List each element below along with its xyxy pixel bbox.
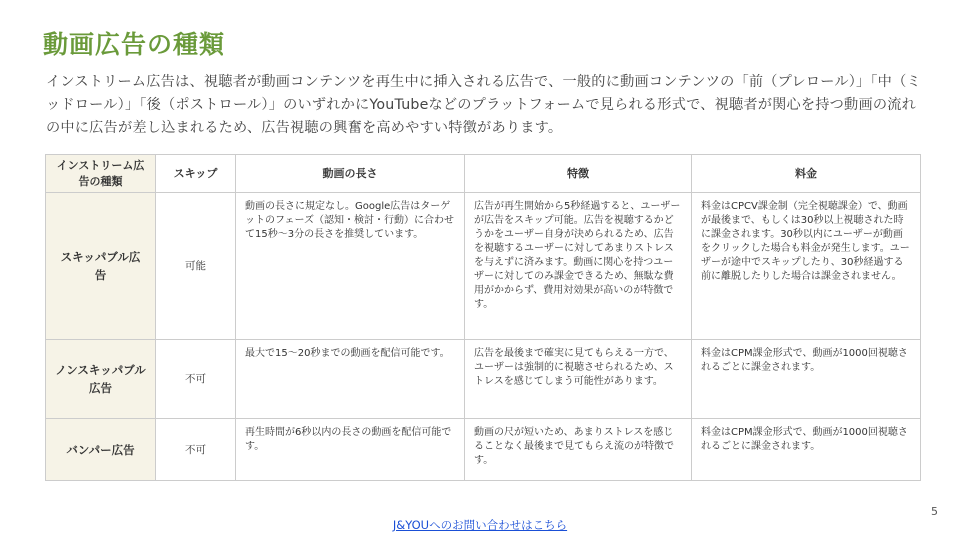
table-row [46,340,921,419]
header-length: 動画の長さ [236,155,465,193]
header-ad-type: インストリーム広告の種類 [46,155,156,193]
row-ad-type: スキッパブル広告 [46,193,156,340]
table-header-row [46,155,921,193]
row-length: 再生時間が6秒以内の長さの動画を配信可能です。 [236,419,465,481]
row-price: 料金はCPCV課金制（完全視聴課金）で、動画が最後まで、もしくは30秒以上視聴された時に課金されます。30秒以内にユーザーが動画をクリックした場合も料金が発生します。ユーザーが途中でスキップしたり、30秒経過する前に離脱したりした場合は課金されません。 [692,193,921,340]
header-price: 料金 [692,155,921,193]
ad-types-table [45,154,921,481]
table-row [46,419,921,481]
page-number: 5 [931,505,938,518]
row-skip: 不可 [156,340,236,419]
intro-paragraph: インストリーム広告は、視聴者が動画コンテンツを再生中に挿入される広告で、一般的に動画コンテンツの「前（プレロール）」「中（ミッドロール）」「後（ポストロール）」のいずれかにYouTubeなどのプラットフォームで見られる形式で、視聴者が関心を持つ動画の流れの中に広告が差し込まれるため、広告視聴の興奮を高めやすい特徴があります。 [46,74,921,136]
row-skip: 可能 [156,193,236,340]
row-price: 料金はCPM課金形式で、動画が1000回視聴されるごとに課金されます。 [692,340,921,419]
page-title: 動画広告の種類 [43,30,226,59]
header-feature: 特徴 [465,155,692,193]
contact-link[interactable]: J&YOUへのお問い合わせはこちら [392,518,568,532]
header-skip: スキップ [156,155,236,193]
row-feature: 広告が再生開始から5秒経過すると、ユーザーが広告をスキップ可能。広告を視聴するかどうかをユーザー自身が決められるため、広告を視聴するユーザーに対してあまりストレスを与えずに済みます。動画に関心を持つユーザーに対してのみ課金できるため、無駄な費用がかからず、費用対効果が高いのが特徴です。 [465,193,692,340]
row-price: 料金はCPM課金形式で、動画が1000回視聴されるごとに課金されます。 [692,419,921,481]
row-length: 最大で15〜20秒までの動画を配信可能です。 [236,340,465,419]
row-length: 動画の長さに規定なし。Google広告はターゲットのフェーズ（認知・検討・行動）に合わせて15秒〜3分の長さを推奨しています。 [236,193,465,340]
row-skip: 不可 [156,419,236,481]
row-feature: 動画の尺が短いため、あまりストレスを感じることなく最後まで見てもらえ流のが特徴です。 [465,419,692,481]
table-row [46,193,921,340]
row-feature: 広告を最後まで確実に見てもらえる一方で、ユーザーは強制的に視聴させられるため、ストレスを感じてしまう可能性があります。 [465,340,692,419]
row-ad-type: ノンスキッパブル広告 [46,340,156,419]
row-ad-type: バンパー広告 [46,419,156,481]
